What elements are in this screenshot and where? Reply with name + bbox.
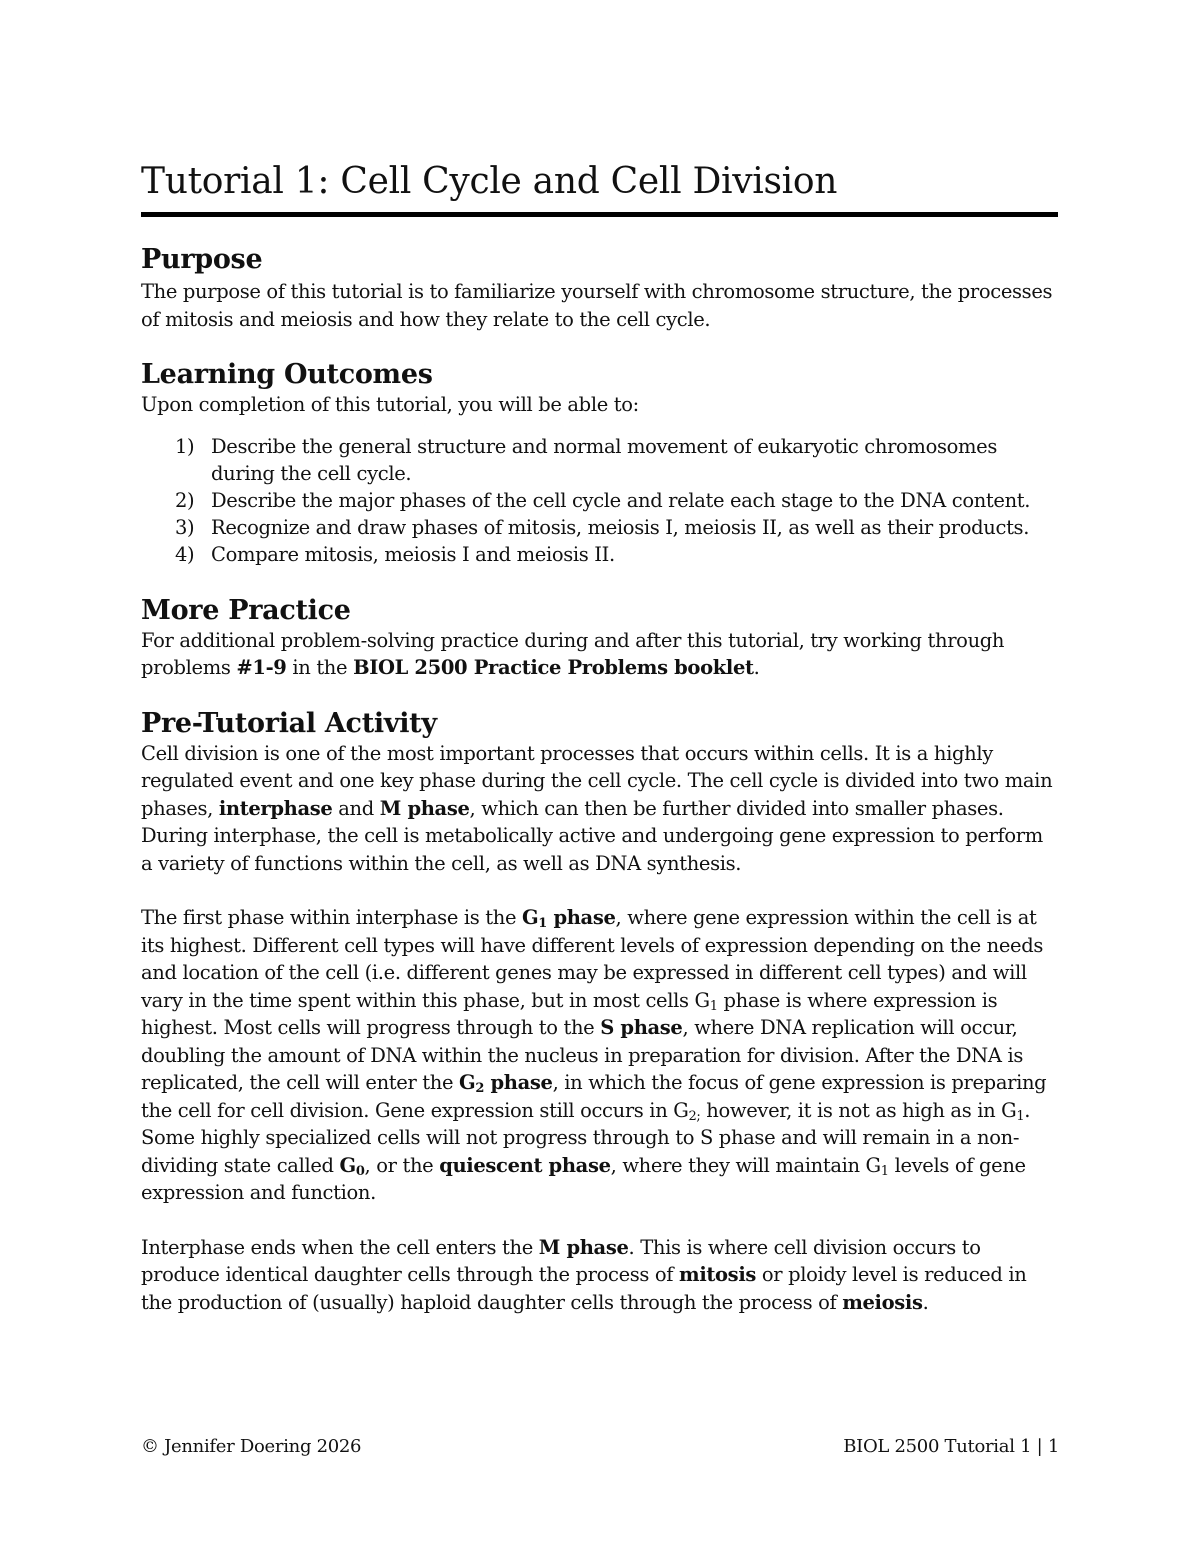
list-item-text: Describe the major phases of the cell cycle and relate each stage to the DNA content.	[211, 488, 1031, 512]
problem-range: #1-9	[236, 656, 287, 680]
term-g2-phase: $G_2$ phase	[459, 1071, 553, 1097]
term-m-phase: M phase	[379, 796, 470, 820]
more-practice-heading: More Practice	[141, 594, 351, 626]
more-practice-section	[141, 595, 1059, 682]
term-mitosis: mitosis	[679, 1263, 757, 1287]
list-item	[141, 487, 1059, 514]
term-quiescent-phase: quiescent phase	[439, 1153, 611, 1177]
outcomes-list	[141, 433, 1059, 569]
learning-outcomes-heading: Learning Outcomes	[141, 359, 433, 390]
list-number: 1)	[175, 434, 195, 458]
list-item	[141, 433, 1059, 487]
document-page	[141, 0, 1059, 1553]
list-item-text: Recognize and draw phases of mitosis, meiosis I, meiosis II, as well as their products.	[211, 516, 1030, 540]
footer-copyright: © Jennifer Doering 2026	[141, 1436, 362, 1457]
document-body	[141, 244, 1059, 1316]
list-item	[141, 541, 1059, 568]
list-item-text: Compare mitosis, meiosis I and meiosis II.	[211, 543, 615, 567]
pre-tutorial-paragraph-1: Cell division is one of the most important processes that occurs within cells. It is a highly regulated event and one key phase during the cell cycle. The cell cycle is divided into two main phases, interphase and M phase, which can then be further divided into smaller phases. During interphase, the cell is metabolically active and undergoing gene expression to perform a variety of functions within the cell, as well as DNA synthesis.	[141, 741, 1053, 875]
pre-tutorial-heading: Pre-Tutorial Activity	[141, 707, 437, 739]
list-item	[141, 514, 1059, 541]
learning-outcomes-intro: Upon completion of this tutorial, you will be able to:	[141, 393, 639, 416]
purpose-section	[141, 244, 1059, 333]
term-s-phase: S phase	[600, 1016, 683, 1040]
term-meiosis: meiosis	[842, 1290, 923, 1314]
footer-page-number: BIOL 2500 Tutorial 1 | 1	[843, 1436, 1059, 1457]
list-item-text: Describe the general structure and normal movement of eukaryotic chromosomes during the cell cycle.	[211, 434, 997, 485]
term-g1-phase: $G_1$ phase	[521, 906, 616, 932]
pre-tutorial-paragraph-3: Interphase ends when the cell enters the M phase. This is where cell division occurs to produce identical daughter cells through the process of mitosis or ploidy level is reduced in the production of (usually) haploid daughter cells through the process of meiosis.	[141, 1235, 1027, 1314]
booklet-name: BIOL 2500 Practice Problems booklet	[353, 656, 754, 680]
list-number: 3)	[175, 516, 195, 540]
learning-outcomes-section	[141, 359, 1059, 569]
purpose-text: The purpose of this tutorial is to familiarize yourself with chromosome structure, the processes of mitosis and meiosis and how they relate to the cell cycle.	[141, 280, 1053, 331]
term-interphase: interphase	[218, 796, 333, 820]
page-title: Tutorial 1: Cell Cycle and Cell Division	[141, 161, 838, 202]
purpose-heading: Purpose	[141, 244, 263, 275]
pre-tutorial-section	[141, 708, 1059, 1317]
term-g0: $G_0$	[339, 1153, 365, 1179]
list-number: 2)	[175, 488, 195, 512]
term-m-phase-2: M phase	[538, 1235, 629, 1259]
title-divider	[141, 212, 1058, 217]
pre-tutorial-paragraph-2: The first phase within interphase is the $G_1$ phase, where gene expression within the cell is at its highest. Different cell types will have different levels of expression depending on the needs and location of the cell (i.e. different genes may be expressed in different cell types) and will vary in the time spent within this phase, but in most cells $G_1$ phase is where expression is highest. Most cells will progress through to the S phase, where DNA replication will occur, doubling the amount of DNA within the nucleus in preparation for division. After the DNA is replicated, the cell will enter the $G_2$ phase, in which the focus of gene expression is preparing the cell for cell division. Gene expression still occurs in $G_{2;}$ however, it is not as high as in $G_1$. Some highly specialized cells will not progress through to S phase and will remain in a non-dividing state called $G_0$, or the quiescent phase, where they will maintain $G_1$ levels of gene expression and function.	[141, 906, 1047, 1205]
list-number: 4)	[175, 543, 195, 567]
more-practice-text: For additional problem-solving practice during and after this tutorial, try working through problems #1-9 in the BIOL 2500 Practice Problems booklet.	[141, 628, 1005, 680]
